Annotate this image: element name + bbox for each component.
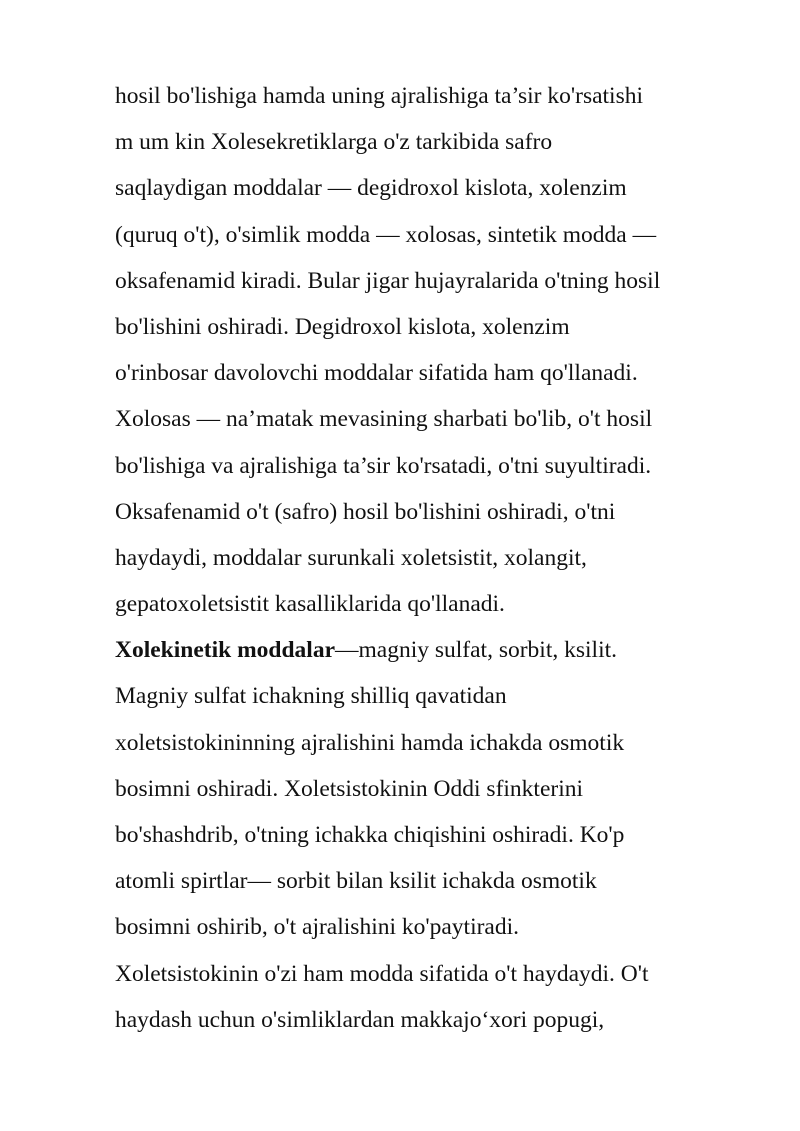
text-line: haydash uchun o'simliklardan makkajo‘xori popugi, [115,1006,605,1033]
text-line: saqlaydigan moddalar — degidroxol kislota, xolenzim [115,175,627,202]
text-line: haydaydi, moddalar surunkali xoletsistit, xolangit, [115,544,587,571]
text-line: gepatoxoletsistit kasalliklarida qo'llanadi. [115,591,505,618]
section-heading-line [115,627,755,673]
text-line: hosil bo'lishiga hamda uning ajralishiga ta’sir ko'rsatishi [115,83,644,109]
text-line: xoletsistokininning ajralishini hamda ichakda osmotik [115,729,625,756]
text-line: Magniy sulfat ichakning shilliq qavatidan [115,683,507,710]
text-line: Xolosas — na’matak mevasining sharbati bo'lib, o't hosil [115,406,653,433]
text-line: bosimni oshiradi. Xoletsistokinin Oddi sfinkterini [115,775,584,802]
text-line: m um kin Xolesekretiklarga o'z tarkibida safro [115,129,553,156]
text-line: bo'shashdrib, o'tning ichakka chiqishini oshiradi. Ko'p [115,822,625,848]
bold-term: Xolekinetik moddalar [115,637,336,664]
text-line: Xoletsistokinin o'zi ham modda sifatida o't haydaydi. O't [115,960,649,987]
text-line: atomli spirtlar— sorbit bilan ksilit ichakda osmotik [115,868,597,895]
heading-rest: —magniy sulfat, sorbit, ksilit. [335,637,618,664]
text-line: bo'lishini oshiradi. Degidroxol kislota, xolenzim [115,313,570,340]
text-line: (quruq o't), o'simlik modda — xolosas, sintetik modda — [115,221,657,248]
text-line: bosimni oshirib, o't ajralishini ko'paytiradi. [115,914,520,941]
text-line: oksafenamid kiradi. Bular jigar hujayralarida o'tning hosil [115,267,661,294]
text-line: o'rinbosar davolovchi moddalar sifatida ham qo'llanadi. [115,360,638,387]
text-line: bo'lishiga va ajralishiga ta’sir ko'rsatadi, o'tni suyultiradi. [115,452,652,479]
body-text [115,73,755,1043]
text-line: Oksafenamid o't (safro) hosil bo'lishini oshiradi, o'tni [115,498,616,525]
